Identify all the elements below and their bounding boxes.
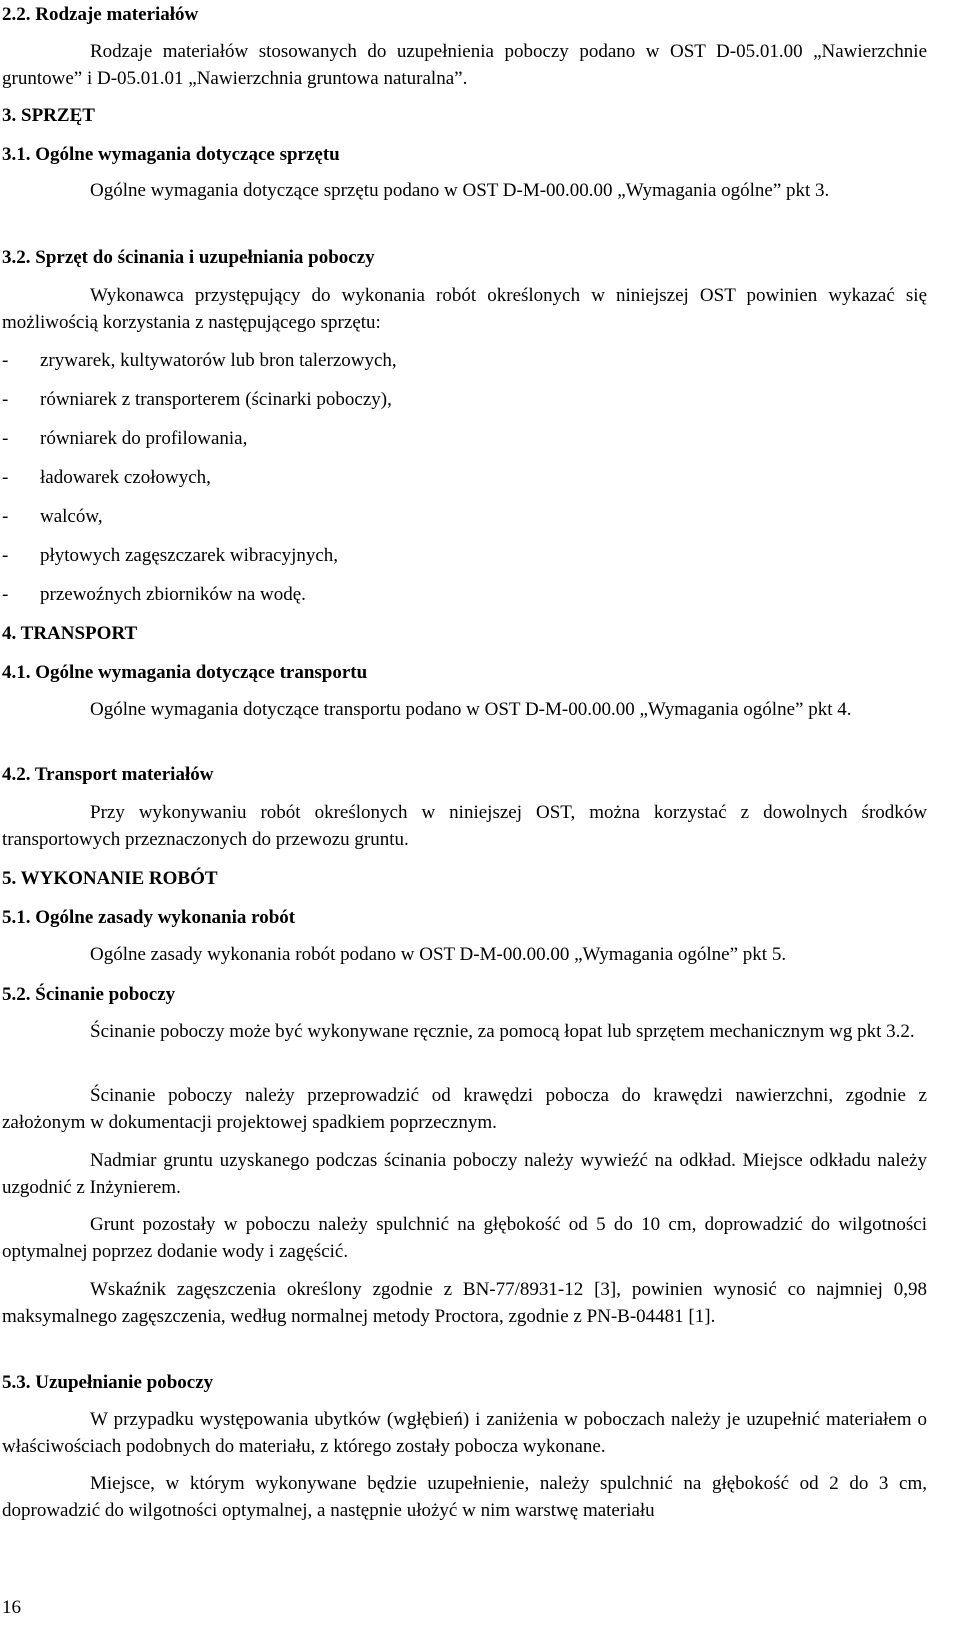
list-item: - przewoźnych zbiorników na wodę.: [2, 584, 306, 605]
heading-4: 4. TRANSPORT: [2, 623, 138, 644]
list-item: - zrywarek, kultywatorów lub bron talerzowych,: [2, 350, 397, 371]
list-item: - walców,: [2, 506, 103, 527]
heading-4-1: 4.1. Ogólne wymagania dotyczące transportu: [2, 662, 368, 683]
paragraph-cutting-5: Wskaźnik zagęszczenia określony zgodnie z BN-77/8931-12 [3], powinien wynosić co najmniej 0,98 maksymalnego zagęszczenia, według normalnej metody Proctora, zgodnie z PN-B-04481 [1].: [2, 1279, 927, 1327]
paragraph-filling-2: Miejsce, w którym wykonywane będzie uzupełnienie, należy spulchnić na głębokość od 2 do 3 cm, doprowadzić do wilgotności optymalnej, a następnie ułożyć w nim warstwę materiału: [2, 1473, 927, 1521]
heading-2-2: 2.2. Rodzaje materiałów: [2, 4, 199, 25]
paragraph-cutting-4: Grunt pozostały w poboczu należy spulchnić na głębokość od 5 do 10 cm, doprowadzić do wilgotności optymalnej poprzez dodanie wody i zagęścić.: [2, 1214, 927, 1262]
list-item: - ładowarek czołowych,: [2, 467, 211, 488]
paragraph-cutting-3: Nadmiar gruntu uzyskanego podczas ścinania poboczy należy wywieźć na odkład. Miejsce odkładu należy uzgodnić z Inżynierem.: [2, 1150, 927, 1198]
page-number: 16: [2, 1597, 21, 1618]
paragraph-filling-1: W przypadku występowania ubytków (wgłębień) i zaniżenia w poboczach należy je uzupełnić materiałem o właściwościach podobnych do materiału, z którego zostały pobocza wykonane.: [2, 1409, 927, 1457]
heading-5-2: 5.2. Ścinanie poboczy: [2, 984, 176, 1005]
paragraph-cutting-1: Ścinanie poboczy może być wykonywane ręcznie, za pomocą łopat lub sprzętem mechanicznym wg pkt 3.2.: [90, 1021, 915, 1042]
list-item: - płytowych zagęszczarek wibracyjnych,: [2, 545, 339, 566]
paragraph-transport-general: Ogólne wymagania dotyczące transportu podano w OST D-M-00.00.00 „Wymagania ogólne” pkt 4.: [90, 699, 852, 720]
heading-5-3: 5.3. Uzupełnianie poboczy: [2, 1372, 214, 1393]
paragraph-transport-materials: Przy wykonywaniu robót określonych w niniejszej OST, można korzystać z dowolnych środków transportowych przeznaczonych do przewozu gruntu.: [2, 802, 927, 850]
heading-4-2: 4.2. Transport materiałów: [2, 764, 214, 785]
paragraph-materials: Rodzaje materiałów stosowanych do uzupełnienia poboczy podano w OST D-05.01.00 „Nawierzchnie gruntowe” i D-05.01.01 „Nawierzchnia gruntowa naturalna”.: [2, 41, 927, 89]
paragraph-equipment-general: Ogólne wymagania dotyczące sprzętu podano w OST D-M-00.00.00 „Wymagania ogólne” pkt 3.: [90, 180, 830, 201]
heading-3-2: 3.2. Sprzęt do ścinania i uzupełniania poboczy: [2, 247, 375, 268]
list-item: - równiarek z transporterem (ścinarki poboczy),: [2, 389, 392, 410]
heading-5: 5. WYKONANIE ROBÓT: [2, 868, 218, 889]
paragraph-cutting-2: Ścinanie poboczy należy przeprowadzić od krawędzi pobocza do krawędzi nawierzchni, zgodnie z założonym w dokumentacji projektowej spadkiem poprzecznym.: [2, 1085, 927, 1133]
list-item: - równiarek do profilowania,: [2, 428, 248, 449]
heading-3-1: 3.1. Ogólne wymagania dotyczące sprzętu: [2, 144, 340, 165]
heading-5-1: 5.1. Ogólne zasady wykonania robót: [2, 907, 296, 928]
paragraph-execution-general: Ogólne zasady wykonania robót podano w OST D-M-00.00.00 „Wymagania ogólne” pkt 5.: [90, 944, 787, 965]
paragraph-equipment-intro: Wykonawca przystępujący do wykonania robót określonych w niniejszej OST powinien wykazać się możliwością korzystania z następującego sprzętu:: [2, 285, 927, 333]
heading-3: 3. SPRZĘT: [2, 105, 95, 126]
